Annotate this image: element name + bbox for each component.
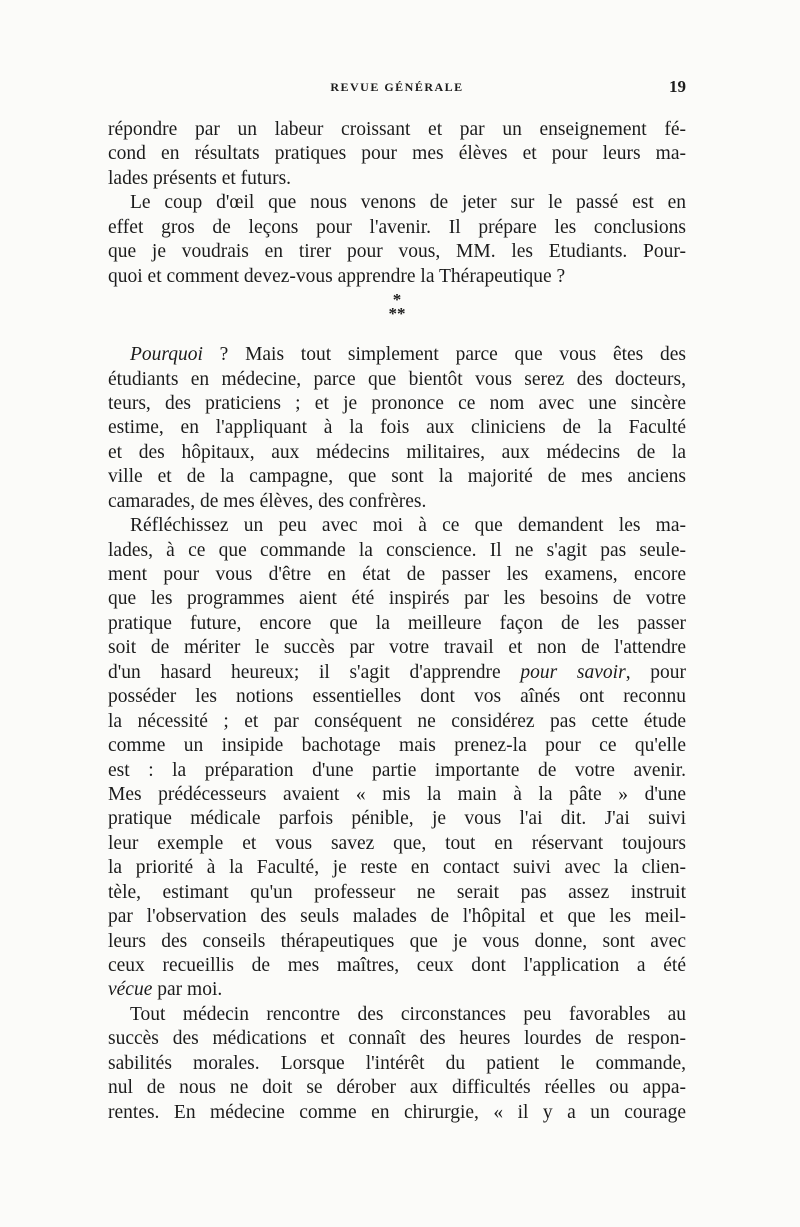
paragraph-2 xyxy=(108,191,686,289)
text-line: Tout médecin rencontre des circonstances peu favorables au xyxy=(130,1003,686,1025)
text-line: par l'observation des seuls malades de l'hôpital et que les meil- xyxy=(108,906,686,928)
text-line: et des hôpitaux, aux médecins militaires, aux médecins de la xyxy=(108,441,686,463)
text-line xyxy=(108,343,686,367)
asterism-bottom: ** xyxy=(388,304,406,324)
paragraph-1 xyxy=(108,118,686,191)
text-line: ville et de la campagne, que sont la majorité de mes anciens xyxy=(108,466,686,488)
text-line xyxy=(108,978,686,1002)
text-line: posséder les notions essentielles dont vos aînés ont reconnu xyxy=(108,686,686,708)
text-line: leurs des conseils thérapeutiques que je vous donne, sont avec xyxy=(108,930,686,952)
text-line: est : la préparation d'une partie importante de votre avenir. xyxy=(108,759,686,781)
body-text xyxy=(108,118,686,1125)
text-line: que je voudrais en tirer pour vous, MM. les Etudiants. Pour- xyxy=(108,241,686,263)
text-line: quoi et comment devez-vous apprendre la Thérapeutique ? xyxy=(108,265,566,287)
text-line: Réfléchissez un peu avec moi à ce que demandent les ma- xyxy=(130,515,686,537)
text-line: teurs, des praticiens ; et je prononce ce nom avec une sincère xyxy=(108,392,686,414)
paragraph-3 xyxy=(108,343,686,514)
text-line: succès des médications et connaît des heures lourdes de respon- xyxy=(108,1028,686,1050)
text-line: sabilités morales. Lorsque l'intérêt du patient le commande, xyxy=(108,1052,686,1074)
text-line: la priorité à la Faculté, je reste en contact suivi avec la clien- xyxy=(108,857,686,879)
text-line: que les programmes aient été inspirés par les besoins de votre xyxy=(108,588,686,610)
text-line: soit de mériter le succès par votre travail et non de l'attendre xyxy=(108,637,686,659)
text-line xyxy=(108,661,686,685)
text-line: pratique future, encore que la meilleure façon de les passer xyxy=(108,612,686,634)
text-line: nul de nous ne doit se dérober aux difficultés réelles ou appa- xyxy=(108,1077,686,1099)
text-line: Mes prédécesseurs avaient « mis la main à la pâte » d'une xyxy=(108,783,686,805)
running-title: REVUE GÉNÉRALE xyxy=(330,80,464,94)
text-line: étudiants en médecine, parce que bientôt vous serez des docteurs, xyxy=(108,368,686,390)
text-line: camarades, de mes élèves, des confrères. xyxy=(108,490,427,512)
asterism-top: * xyxy=(392,290,402,310)
text-line: Le coup d'œil que nous venons de jeter sur le passé est en xyxy=(130,192,686,214)
paragraph-4 xyxy=(108,514,686,1003)
text-line: effet gros de leçons pour l'avenir. Il prépare les conclusions xyxy=(108,216,686,238)
text-run: , pour xyxy=(625,661,686,683)
text-line: comme un insipide bachotage mais prenez-la pour ce qu'elle xyxy=(108,735,686,757)
text-line: la nécessité ; et par conséquent ne considérez pas cette étude xyxy=(108,710,686,732)
paragraph-5 xyxy=(108,1003,686,1125)
text-line: lades, à ce que commande la conscience. Il ne s'agit pas seule- xyxy=(108,539,686,561)
text-line: lades présents et futurs. xyxy=(108,167,292,189)
page-header xyxy=(108,77,686,104)
section-asterism xyxy=(108,289,686,331)
text-line: répondre par un labeur croissant et par un enseignement fé- xyxy=(108,119,686,140)
text-line: tèle, estimant qu'un professeur ne serait pas assez instruit xyxy=(108,881,686,903)
text-line: leur exemple et vous savez que, tout en réservant toujours xyxy=(108,832,686,854)
page-number: 19 xyxy=(669,77,686,96)
text-line: estime, en l'appliquant à la fois aux cliniciens de la Faculté xyxy=(108,417,686,439)
text-line: ceux recueillis de mes maîtres, ceux dont l'application a été xyxy=(108,955,686,976)
italic-pour-savoir: pour savoir xyxy=(520,661,626,683)
text-run: d'un hasard heureux; il s'agit d'apprendre xyxy=(108,661,521,683)
text-line: pratique médicale parfois pénible, je vous l'ai dit. J'ai suivi xyxy=(108,808,686,830)
text-line: rentes. En médecine comme en chirurgie, « il y a un courage xyxy=(108,1101,686,1123)
italic-pourquoi: Pourquoi xyxy=(130,344,203,366)
text-run: ? Mais tout simplement parce que vous êtes des xyxy=(202,344,686,366)
text-line: ment pour vous d'être en état de passer les examens, encore xyxy=(108,564,686,585)
text-line: cond en résultats pratiques pour mes élèves et pour leurs ma- xyxy=(108,143,686,165)
text-run: par moi. xyxy=(152,979,223,1001)
italic-vecue: vécue xyxy=(108,979,153,1001)
